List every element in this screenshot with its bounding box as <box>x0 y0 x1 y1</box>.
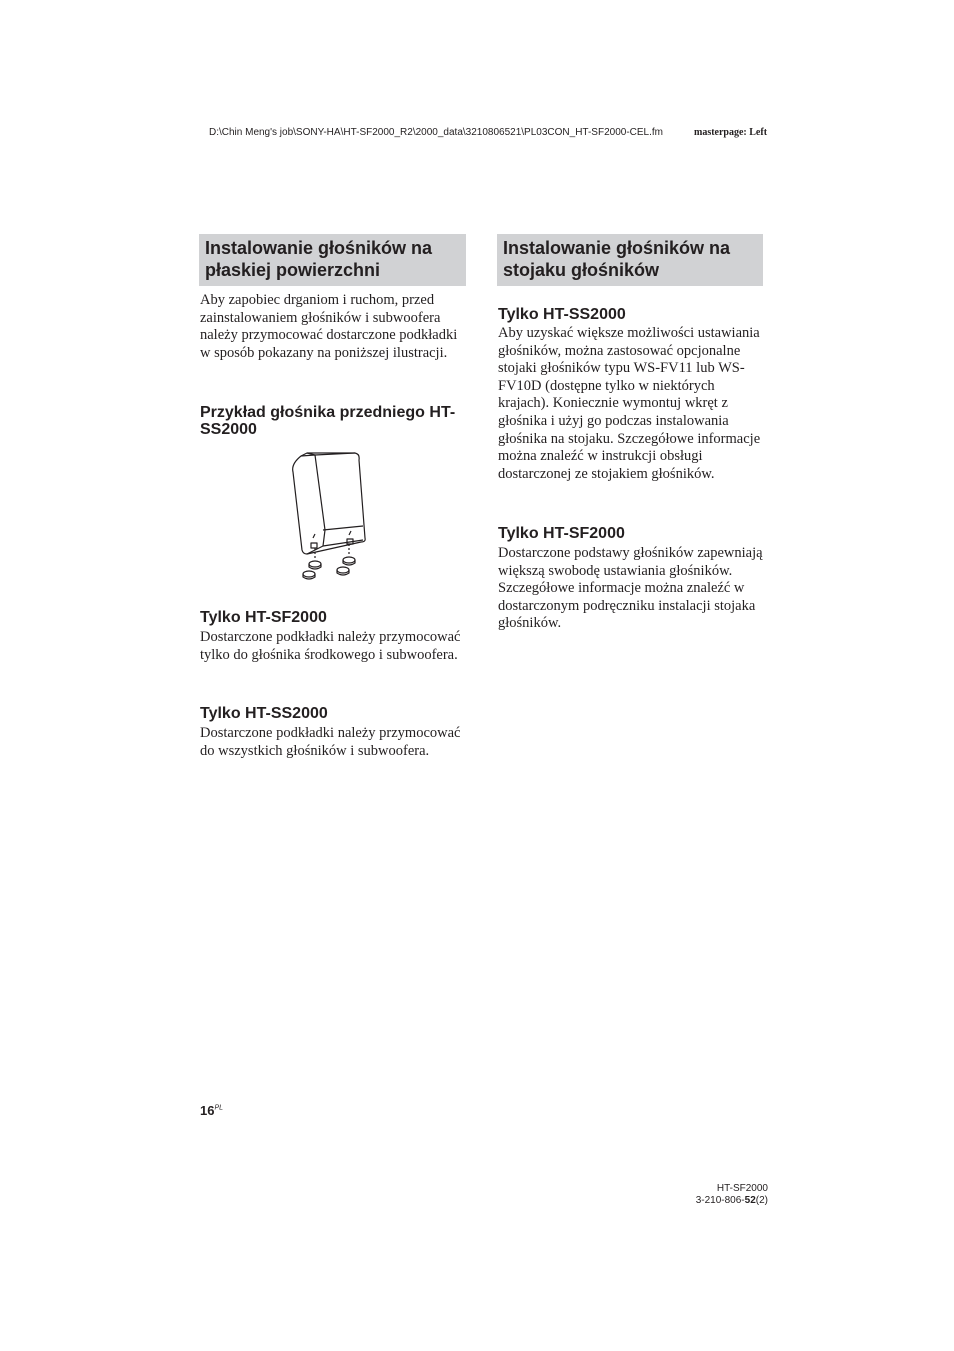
document-code <box>640 1195 768 1207</box>
right-sf2000-text: Dostarczone podstawy głośników zapewniają większą swobodę ustawiania głośników. Szczegółowe informacje można znaleźć w dostarczonym podręczniku instalacji stojaka głośników. <box>498 545 763 632</box>
page-language: PL <box>214 1104 224 1112</box>
model-name: HT-SF2000 <box>716 1183 768 1194</box>
right-sf2000-title: Tylko HT-SF2000 <box>498 525 625 542</box>
speaker-pads-illustration <box>285 450 375 582</box>
right-ss2000-title: Tylko HT-SS2000 <box>498 306 626 323</box>
document-code-bold: 52 <box>744 1195 756 1206</box>
page-number-value: 16 <box>200 1103 215 1118</box>
left-ss2000-text: Dostarczone podkładki należy przymocować do wszystkich głośników i subwoofera. <box>200 725 461 759</box>
masterpage-label: masterpage: Left <box>694 127 768 138</box>
left-sf2000-text: Dostarczone podkładki należy przymocować tylko do głośnika środkowego i subwoofera. <box>200 629 461 663</box>
example-speaker-title: Przykład głośnika przedniego HT-SS2000 <box>200 404 456 438</box>
file-path: D:\Chin Meng's job\SONY-HA\HT-SF2000_R2\2000_data\3210806521\PL03CON_HT-SF2000-CEL.fm <box>208 127 663 138</box>
section-heading-speaker-stand: Instalowanie głośników na stojaku głośników <box>497 234 763 286</box>
left-sf2000-title: Tylko HT-SF2000 <box>200 609 327 626</box>
intro-paragraph: Aby zapobiec drganiom i ruchom, przed zainstalowaniem głośników i subwoofera należy przymocować dostarczone podkładki w sposób pokazany na poniższej ilustracji. <box>200 292 458 361</box>
left-ss2000-title: Tylko HT-SS2000 <box>200 705 328 722</box>
right-ss2000-text: Aby uzyskać większe możliwości ustawiania głośników, można zastosować opcjonalne stojaki głośników typu WS-FV11 lub WS-FV10D (dostępne tylko w niektórych krajach). Koniecznie wymontuj wkręt z głośnika i użyj go podczas instalowania głośnika na stojaku. Szczegółowe informacje można znaleźć w instrukcji obsługi dostarczonej ze stojakiem głośników. <box>498 325 761 482</box>
model-info <box>640 1183 768 1207</box>
page-number <box>200 1103 223 1118</box>
document-code-prefix: 3-210-806- <box>695 1195 745 1206</box>
document-code-suffix: (2) <box>755 1195 768 1206</box>
section-heading-flat-surface: Instalowanie głośników na płaskiej powierzchni <box>199 234 466 286</box>
